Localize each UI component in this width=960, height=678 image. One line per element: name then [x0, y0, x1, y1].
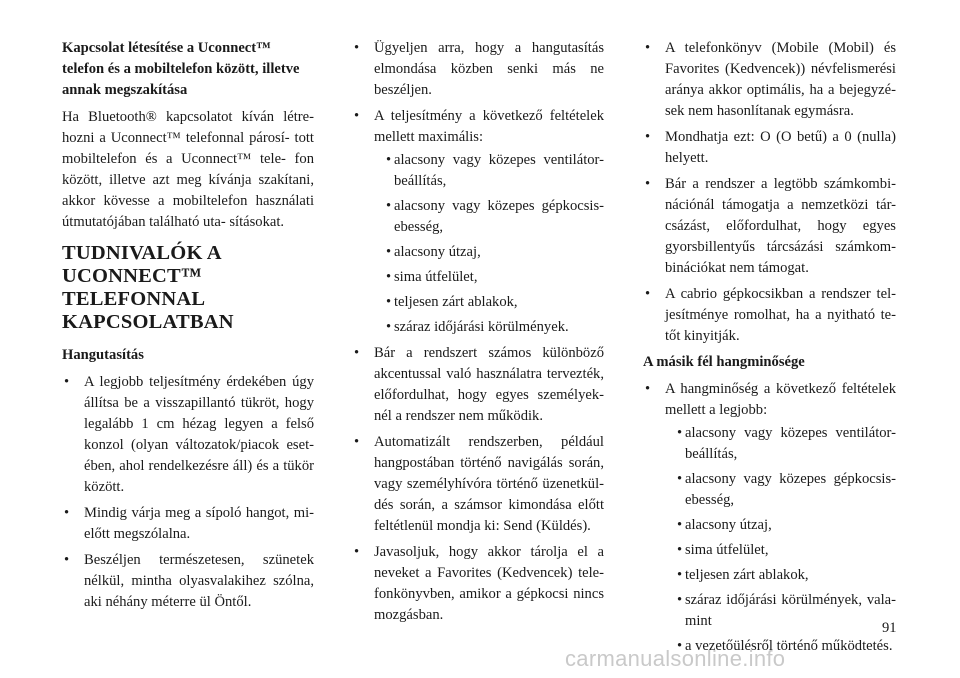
sub-list-item: • teljesen zárt ablakok, — [665, 565, 896, 586]
sub-list-item: • sima útfelület, — [374, 267, 604, 288]
list-item: • A legjobb teljesítmény érdekében úgy állítsa be a visszapillantó tükröt, hogy legalább 1 cm hézag legyen a felső konzol (olyan változatok/piacok eset- ében, ahol rendelkezésre áll) és a tükör között. — [62, 372, 314, 498]
watermark: carmanualsonline.info — [565, 646, 786, 671]
sub-list-item: • száraz időjárási körülmények, vala- mint — [665, 590, 896, 632]
list-item-performance-conditions — [352, 106, 604, 338]
sub-list-item: • alacsony vagy közepes gépkocsis- ebesség, — [665, 469, 896, 511]
list-item: • A cabrio gépkocsikban a rendszer tel- jesítménye romolhat, ha a nyitható te- tőt kinyitják. — [643, 284, 896, 347]
page-title: TUDNIVALÓK A UCONNECT™ TELEFONNAL KAPCSOLATBAN — [62, 242, 234, 333]
bullet-list-performance — [352, 38, 604, 626]
list-item: • Ügyeljen arra, hogy a hangutasítás elmondása közben senki más ne beszéljen. — [352, 38, 604, 101]
sub-list-item: • száraz időjárási körülmények. — [374, 317, 604, 338]
sub-list-conditions — [665, 423, 896, 657]
bullet-list-phonebook — [643, 38, 896, 347]
section-heading-voice-command: Hangutasítás — [62, 347, 144, 363]
list-item: • Bár a rendszert számos különböző akcentussal való használatra tervezték, előfordulhat, hogy egyes személyek- nél a rendszer nem működik. — [352, 343, 604, 427]
column-right — [643, 38, 896, 662]
section-heading-other-party: A másik fél hangminősége — [643, 354, 805, 370]
list-item: • Bár a rendszer a legtöbb számkombi- nációnál támogatja a nemzetközi tár- csázást, előfordulhat, hogy egyes gyorsbillentyűs tárcsázási számkom- binációkat nem támogat. — [643, 174, 896, 279]
column-middle — [352, 38, 604, 631]
paragraph-bluetooth: Ha Bluetooth® kapcsolatot kíván létre- hozni a Uconnect™ telefonnal párosí- tott mobiltelefon és a Uconnect™ tele- fon között, illetve azt meg kívánja szakítani, akkor kövesse a mobiltelefon használati útmutatójában található uta- sításokat. — [62, 109, 314, 230]
sub-list-item: • alacsony útzaj, — [374, 242, 604, 263]
sub-list-item: • alacsony vagy közepes gépkocsis- ebesség, — [374, 196, 604, 238]
list-item-quality-conditions — [643, 379, 896, 657]
bullet-list-voice-tips — [62, 372, 314, 613]
list-item: • A telefonkönyv (Mobile (Mobil) és Favorites (Kedvencek)) névfelismerési aránya akkor optimális, ha a bejegyzé- sek nem hasonlítanak egymásra. — [643, 38, 896, 122]
list-item: • Beszéljen természetesen, szünetek nélkül, mintha olyasvalakihez szólna, aki néhány méterre ül Öntől. — [62, 550, 314, 613]
column-left — [62, 38, 314, 618]
list-item: • Automatizált rendszerben, például hangpostában történő navigálás során, vagy személyhívóra történő üzenetkül- dés során, a számsor kimondása előtt feltétlenül mondja ki: Send (Küldés). — [352, 432, 604, 537]
list-item: • Mondhatja ezt: O (O betű) a 0 (nulla) helyett. — [643, 127, 896, 169]
list-item: • Javasoljuk, hogy akkor tárolja el a neveket a Favorites (Kedvencek) tele- fonkönyvben, amikor a gépkocsi nincs mozgásban. — [352, 542, 604, 626]
sub-list-item: • a vezetőülésről történő működtetés. — [665, 636, 896, 657]
sub-list-item: • teljesen zárt ablakok, — [374, 292, 604, 313]
sub-list-item: • alacsony vagy közepes ventilátor- beállítás, — [374, 150, 604, 192]
section-heading-connection: Kapcsolat létesítése a Uconnect™ telefon és a mobiltelefon között, illetve annak megszakítása — [62, 40, 300, 98]
sub-list-item: • alacsony vagy közepes ventilátor- beállítás, — [665, 423, 896, 465]
list-item: • Mindig várja meg a sípoló hangot, mi- előtt megszólalna. — [62, 503, 314, 545]
list-item-text: A hangminőség a következő feltételek mellett a legjobb: — [665, 381, 896, 418]
page-number: 91 — [882, 620, 897, 636]
list-item-text: A teljesítmény a következő feltételek mellett maximális: — [374, 108, 604, 145]
bullet-list-quality — [643, 379, 896, 657]
sub-list-item: • alacsony útzaj, — [665, 515, 896, 536]
sub-list-conditions — [374, 150, 604, 338]
sub-list-item: • sima útfelület, — [665, 540, 896, 561]
